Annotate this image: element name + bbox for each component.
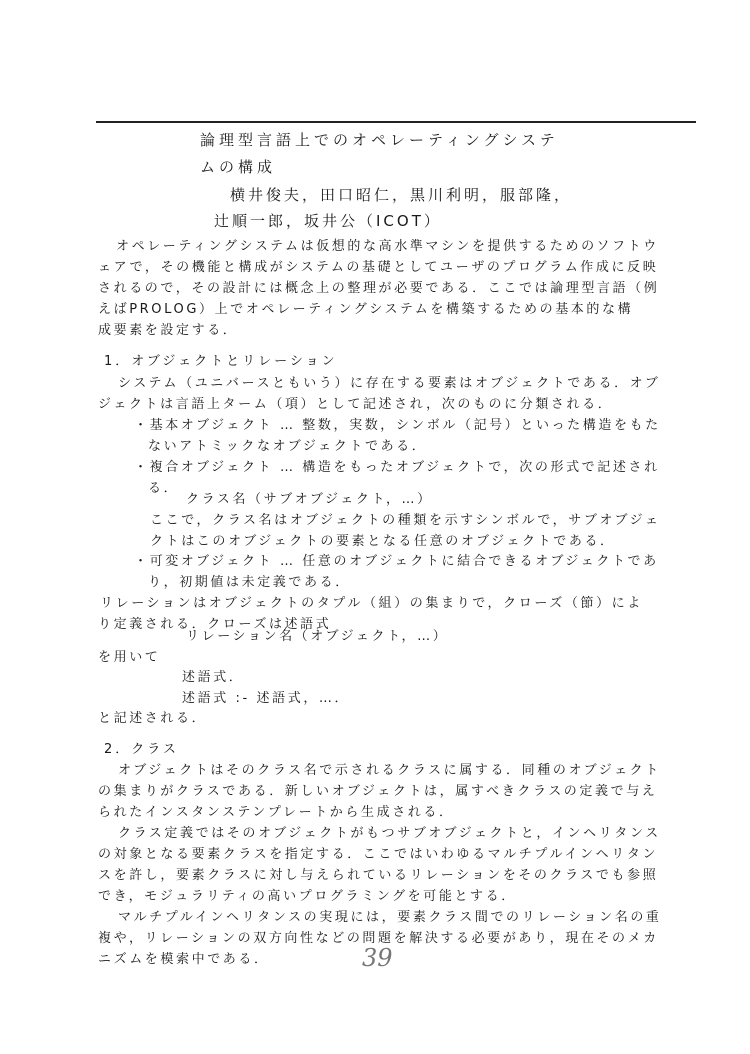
section-2-heading: 2．クラス: [104, 742, 179, 757]
abstract-line: ェアで，その機能と構成がシステムの基礎としてユーザのプログラム作成に反映: [98, 260, 659, 275]
section-1-heading: 1．オブジェクトとリレーション: [104, 354, 338, 369]
section-1-line: を用いて: [98, 650, 161, 665]
section-1-formula: 述語式．: [182, 670, 245, 685]
section-1-line: り，初期値は未定義である．: [148, 575, 351, 590]
section-2-line: でき，モジュラリティの高いプログラミングを可能とする．: [98, 889, 517, 904]
section-1-line: システム（ユニバースともいう）に存在する要素はオブジェクトである．オブ: [118, 376, 661, 391]
section-1-line: ジェクトは言語上ターム（項）として記述され，次のものに分類される．: [98, 397, 614, 412]
section-1-line: ・可変オブジェクト … 任意のオブジェクトに結合できるオブジェクトであ: [134, 554, 659, 569]
section-2-line: クラス定義ではそのオブジェクトがもつサブオブジェクトと，インヘリタンス: [118, 826, 661, 841]
section-1-line: リレーションはオブジェクトのタプル（組）の集まりで，クローズ（節）によ: [100, 596, 643, 611]
abstract-line: えばPROLOG）上でオペレーティングシステムを構築するための基本的な構: [98, 302, 634, 317]
section-2-line: ニズムを模索中である．: [98, 952, 270, 967]
top-rule: [96, 121, 696, 123]
abstract-line: オペレーティングシステムは仮想的な高水準マシンを提供するためのソフトウ: [116, 239, 659, 254]
section-1-formula: クラス名（サブオブジェクト，…）: [186, 492, 433, 507]
section-2-line: マルチプルインヘリタンスの実現には，要素クラス間でのリレーション名の重: [118, 910, 662, 925]
abstract-line: 成要素を設定する．: [98, 323, 239, 338]
section-1-line: ・基本オブジェクト … 整数，実数，シンボル（記号）といった構造をもた: [134, 418, 661, 433]
section-1-formula: 述語式 :- 述語式，…．: [182, 691, 351, 706]
section-2-line: スを許し，要素クラスに対し与えられているリレーションをそのクラスでも参照: [98, 868, 659, 883]
authors-line-1: 横井俊夫，田口昭仁，黒川利明，服部隆，: [230, 186, 573, 204]
section-1-line: と記述される．: [98, 711, 208, 726]
section-1-line: ・複合オブジェクト … 構造をもったオブジェクトで，次の形式で記述され: [134, 460, 660, 475]
section-1-line: る．: [148, 481, 180, 496]
page-number: 39: [362, 944, 393, 972]
section-1-line: ないアトミックなオブジェクトである．: [148, 439, 428, 454]
section-1-line: クトはこのオブジェクトの要素となる任意のオブジェクトである．: [150, 534, 616, 549]
abstract-line: されるので，その設計には概念上の整理が必要である．ここでは論理型言語（例: [98, 281, 660, 296]
section-1-line: ここで，クラス名はオブジェクトの種類を示すシンボルで，サブオブジェ: [150, 513, 661, 528]
section-2-line: の集まりがクラスである．新しいオブジェクトは，属すべきクラスの定義で与え: [98, 784, 658, 799]
section-1-line: り定義される．クローズは述語式: [98, 617, 332, 632]
title-line-1: 論理型言語上でのオペレーティングシステ: [200, 131, 559, 149]
section-1-formula: リレーション名（オブジェクト，…）: [186, 629, 449, 644]
title-line-2: ムの構成: [200, 158, 277, 176]
section-2-line: 複や，リレーションの双方向性などの問題を解決する必要があり，現在そのメカ: [98, 931, 659, 946]
section-2-line: の対象となる要素クラスを指定する．ここではいわゆるマルチプルインヘリタン: [98, 847, 659, 862]
section-2-line: オブジェクトはそのクラス名で示されるクラスに属する．同種のオブジェクト: [118, 763, 661, 778]
authors-line-2: 辻順一郎，坂井公（ICOT）: [214, 212, 442, 230]
section-2-line: られたインスタンステンプレートから生成される．: [98, 805, 455, 820]
